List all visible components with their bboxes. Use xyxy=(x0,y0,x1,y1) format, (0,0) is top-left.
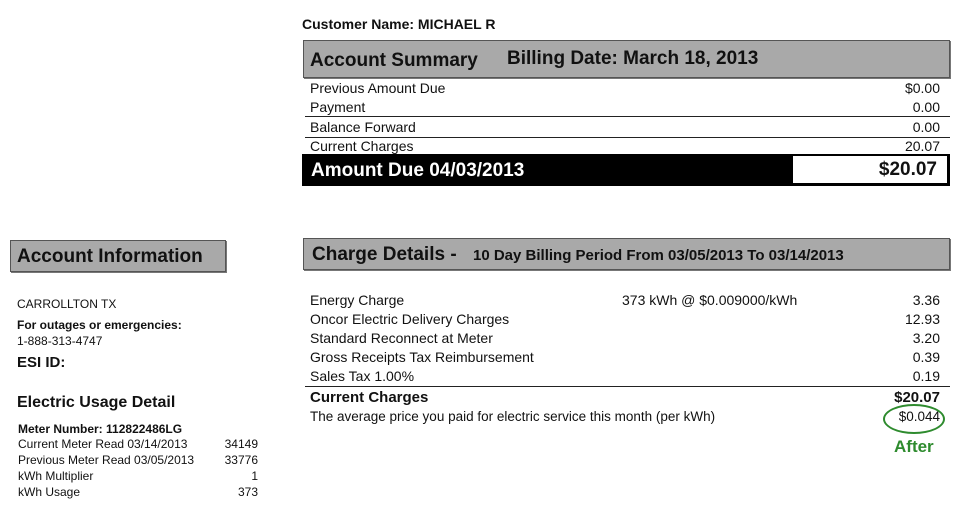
account-summary-header xyxy=(303,40,950,78)
divider xyxy=(305,116,950,117)
customer-name-line xyxy=(302,16,495,32)
charge-row xyxy=(310,292,940,310)
summary-row-label: Payment xyxy=(310,99,366,115)
amount-due-label: Amount Due 04/03/2013 xyxy=(311,160,525,181)
summary-row-value: 0.00 xyxy=(912,99,940,115)
charge-row xyxy=(310,330,940,348)
summary-row-value: 0.00 xyxy=(912,119,940,135)
summary-row xyxy=(310,119,940,137)
meter-number-value: 112822486LG xyxy=(106,422,183,436)
charge-row-value: 3.20 xyxy=(912,330,940,346)
amount-due-bar xyxy=(302,154,950,186)
charge-row-value: 12.93 xyxy=(904,311,940,327)
current-charges-label: Current Charges xyxy=(310,389,429,406)
charge-row xyxy=(310,311,940,329)
charge-details-header xyxy=(303,238,950,270)
charge-row-value: 0.19 xyxy=(912,368,940,384)
usage-row xyxy=(18,437,258,452)
account-summary-title: Account Summary xyxy=(310,50,478,71)
summary-row-label: Current Charges xyxy=(310,138,414,154)
current-charges-row xyxy=(310,389,940,407)
usage-row xyxy=(18,453,258,468)
avg-price-value: $0.044 xyxy=(898,409,940,424)
charge-row-detail: 373 kWh @ $0.009000/kWh xyxy=(622,292,798,308)
avg-price-row xyxy=(310,409,940,427)
usage-row-value: 1 xyxy=(251,469,258,483)
charge-row xyxy=(310,349,940,367)
charge-row-label: Oncor Electric Delivery Charges xyxy=(310,311,510,327)
charge-row-label: Gross Receipts Tax Reimbursement xyxy=(310,349,534,365)
usage-row-label: Previous Meter Read 03/05/2013 xyxy=(18,453,195,467)
usage-title: Electric Usage Detail xyxy=(17,394,176,411)
summary-row-label: Balance Forward xyxy=(310,119,416,135)
current-charges-value: $20.07 xyxy=(894,389,940,406)
charge-row-label: Energy Charge xyxy=(310,292,405,308)
usage-row-label: Current Meter Read 03/14/2013 xyxy=(18,437,188,451)
customer-name-value: MICHAEL R xyxy=(417,16,496,32)
outage-phone: 1-888-313-4747 xyxy=(17,334,103,348)
billing-date: Billing Date: March 18, 2013 xyxy=(507,48,759,69)
charge-row-value: 0.39 xyxy=(912,349,940,365)
account-info-header xyxy=(10,240,226,272)
charge-row xyxy=(310,368,940,386)
usage-row-label: kWh Usage xyxy=(18,485,81,499)
summary-row-label: Previous Amount Due xyxy=(310,80,446,96)
esi-id-label: ESI ID: xyxy=(17,354,66,371)
usage-row-value: 33776 xyxy=(224,453,258,467)
customer-name-label: Customer Name: xyxy=(302,16,415,32)
usage-row-value: 373 xyxy=(237,485,258,499)
meter-number-label: Meter Number: xyxy=(18,422,103,436)
summary-row xyxy=(310,80,940,98)
charge-row-label: Standard Reconnect at Meter xyxy=(310,330,493,346)
summary-row-value: $0.00 xyxy=(904,80,940,96)
billing-period: 10 Day Billing Period From 03/05/2013 To 03/14/2013 xyxy=(473,247,844,264)
usage-row-value: 34149 xyxy=(224,437,258,451)
charge-details-title: Charge Details - xyxy=(312,244,457,265)
amount-due-value: $20.07 xyxy=(878,159,937,180)
summary-row-value: 20.07 xyxy=(904,138,940,154)
summary-row xyxy=(310,99,940,117)
avg-price-label: The average price you paid for electric service this month (per kWh) xyxy=(310,409,716,424)
divider xyxy=(305,386,950,387)
account-info-title: Account Information xyxy=(17,246,203,267)
charge-row-value: 3.36 xyxy=(912,292,940,308)
charge-row-label: Sales Tax 1.00% xyxy=(310,368,415,384)
usage-row xyxy=(18,485,258,500)
usage-row-label: kWh Multiplier xyxy=(18,469,94,483)
amount-due-box xyxy=(793,156,947,183)
usage-row xyxy=(18,469,258,484)
outage-label: For outages or emergencies: xyxy=(17,318,182,332)
service-city: CARROLLTON TX xyxy=(17,297,117,311)
highlight-circle xyxy=(883,404,945,434)
after-annotation: After xyxy=(894,437,934,456)
meter-number-line xyxy=(18,422,182,436)
